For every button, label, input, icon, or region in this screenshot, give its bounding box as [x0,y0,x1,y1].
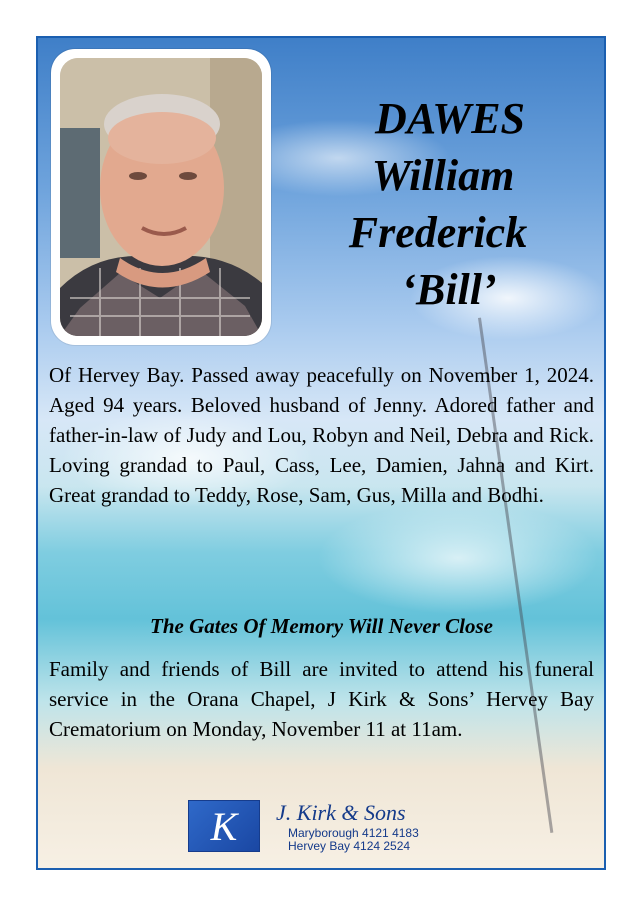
obituary-card [36,36,606,870]
funeral-home-logo [188,800,448,852]
portrait-frame [51,49,271,345]
biography-text: Of Hervey Bay. Passed away peacefully on November 1, 2024. Aged 94 years. Beloved husband of Jenny. Adored father and father-in-law of Judy and Lou, Robyn and Neil, Debra and Rick. Loving grandad to Paul, Cass, Lee, Damien, Jahna and Kirt. Great grandad to Teddy, Rose, Sam, Gus, Milla and Bodhi. [49,363,594,507]
memorial-motto: The Gates Of Memory Will Never Close [150,614,493,638]
middle-name: Frederick [348,208,528,257]
first-name: William [371,151,515,200]
hervey-bay-phone: Hervey Bay 4124 2524 [288,839,411,853]
surname: DAWES [374,94,526,143]
maryborough-phone: Maryborough 4121 4183 [288,826,419,840]
nickname: ‘Bill’ [401,265,497,314]
monogram-icon [188,800,260,852]
funeral-service-text: Family and friends of Bill are invited to attend his funeral service in the Orana Chapel, J Kirk & Sons’ Hervey Bay Crematorium on Monday, November 11 at 11am. [49,657,594,741]
monogram-letter: K [210,804,238,849]
portrait-photo [60,58,262,336]
deceased-name [288,90,588,318]
company-name: J. Kirk & Sons [276,800,406,825]
